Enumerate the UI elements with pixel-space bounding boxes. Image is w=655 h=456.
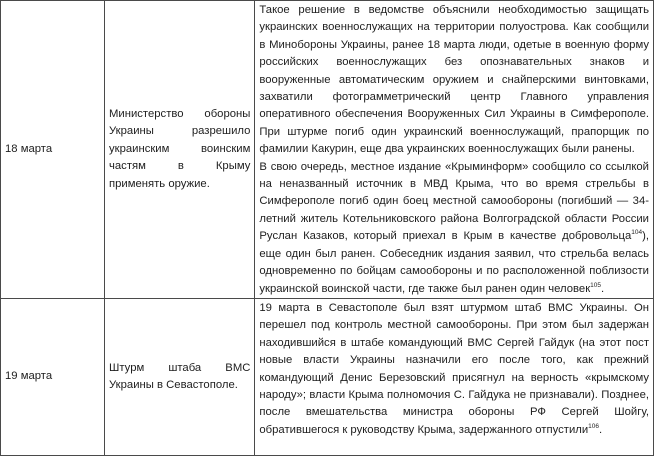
footnote-ref: 106	[588, 422, 600, 430]
description-paragraph	[259, 300, 649, 439]
table-row	[1, 1, 654, 299]
text-segment: ), еще один был ранен. Собеседник издания заявил, что стрельба велась одновременно по бойцам самообороны и по расположенной поблизости украинской воинской части, где также был ранен один человек	[259, 230, 649, 295]
table-row	[1, 298, 654, 455]
description-paragraph: Такое решение в ведомстве объяснили необходимостью защищать украинских военнослужащих на территории полуострова. Как сообщили в Минобороны Украины, ранее 18 марта люди, одетые в военную форму российских военнослужащих без опознавательных знаков и вооруженные автоматическим оружием и снайперскими винтовками, захватили фотограмметрический центр Главного управления оперативного обеспечения Вооруженных Сил Украины в Симферополе. При штурме погиб один украинский военнослужащий, прапорщик по фамилии Какурин, еще два украинских военнослужащих были ранены.	[259, 4, 649, 156]
description-cell	[255, 1, 654, 299]
date-cell: 18 марта	[1, 1, 105, 299]
text-segment: 19 марта в Севастополе был взят штурмом штаб ВМС Украины. Он перешел под контроль местной самообороны. При этом был задержан находившийся в штабе командующий ВМС Сергей Гайдук (на этот пост новые власти Украины назначили его после того, как прежний командующий Денис Березовский присягнул на верность «крымскому народу»; власти Крыма полномочия С. Гайдука не признавали). Позднее, после вмешательства министра обороны РФ Сергей Шойгу, обратившегося к руководству Крыма, задержанного отпустили	[259, 301, 649, 436]
text-segment: .	[599, 423, 603, 436]
event-cell: Штурм штаба ВМС Украины в Севастополе.	[105, 298, 255, 455]
text-segment: В свою очередь, местное издание «Крыминформ» сообщило со ссылкой на неназванный источник в МВД Крыма, что во время стрельбы в Симферополе погиб один боец местной самообороны (погибший — 34-летний житель Котельниковского района Волгоградской области России Руслан Казаков, который приехал в Крым в качестве добровольца	[259, 160, 649, 243]
footnote-ref: 105	[590, 281, 602, 289]
event-cell: Министерство обороны Украины разрешило украинским воинским частям в Крыму применять оружие.	[105, 1, 255, 299]
text-segment: .	[601, 282, 605, 295]
description-paragraph	[259, 159, 649, 298]
date-cell: 19 марта	[1, 298, 105, 455]
footnote-ref: 104	[631, 229, 643, 237]
description-cell	[255, 298, 654, 455]
